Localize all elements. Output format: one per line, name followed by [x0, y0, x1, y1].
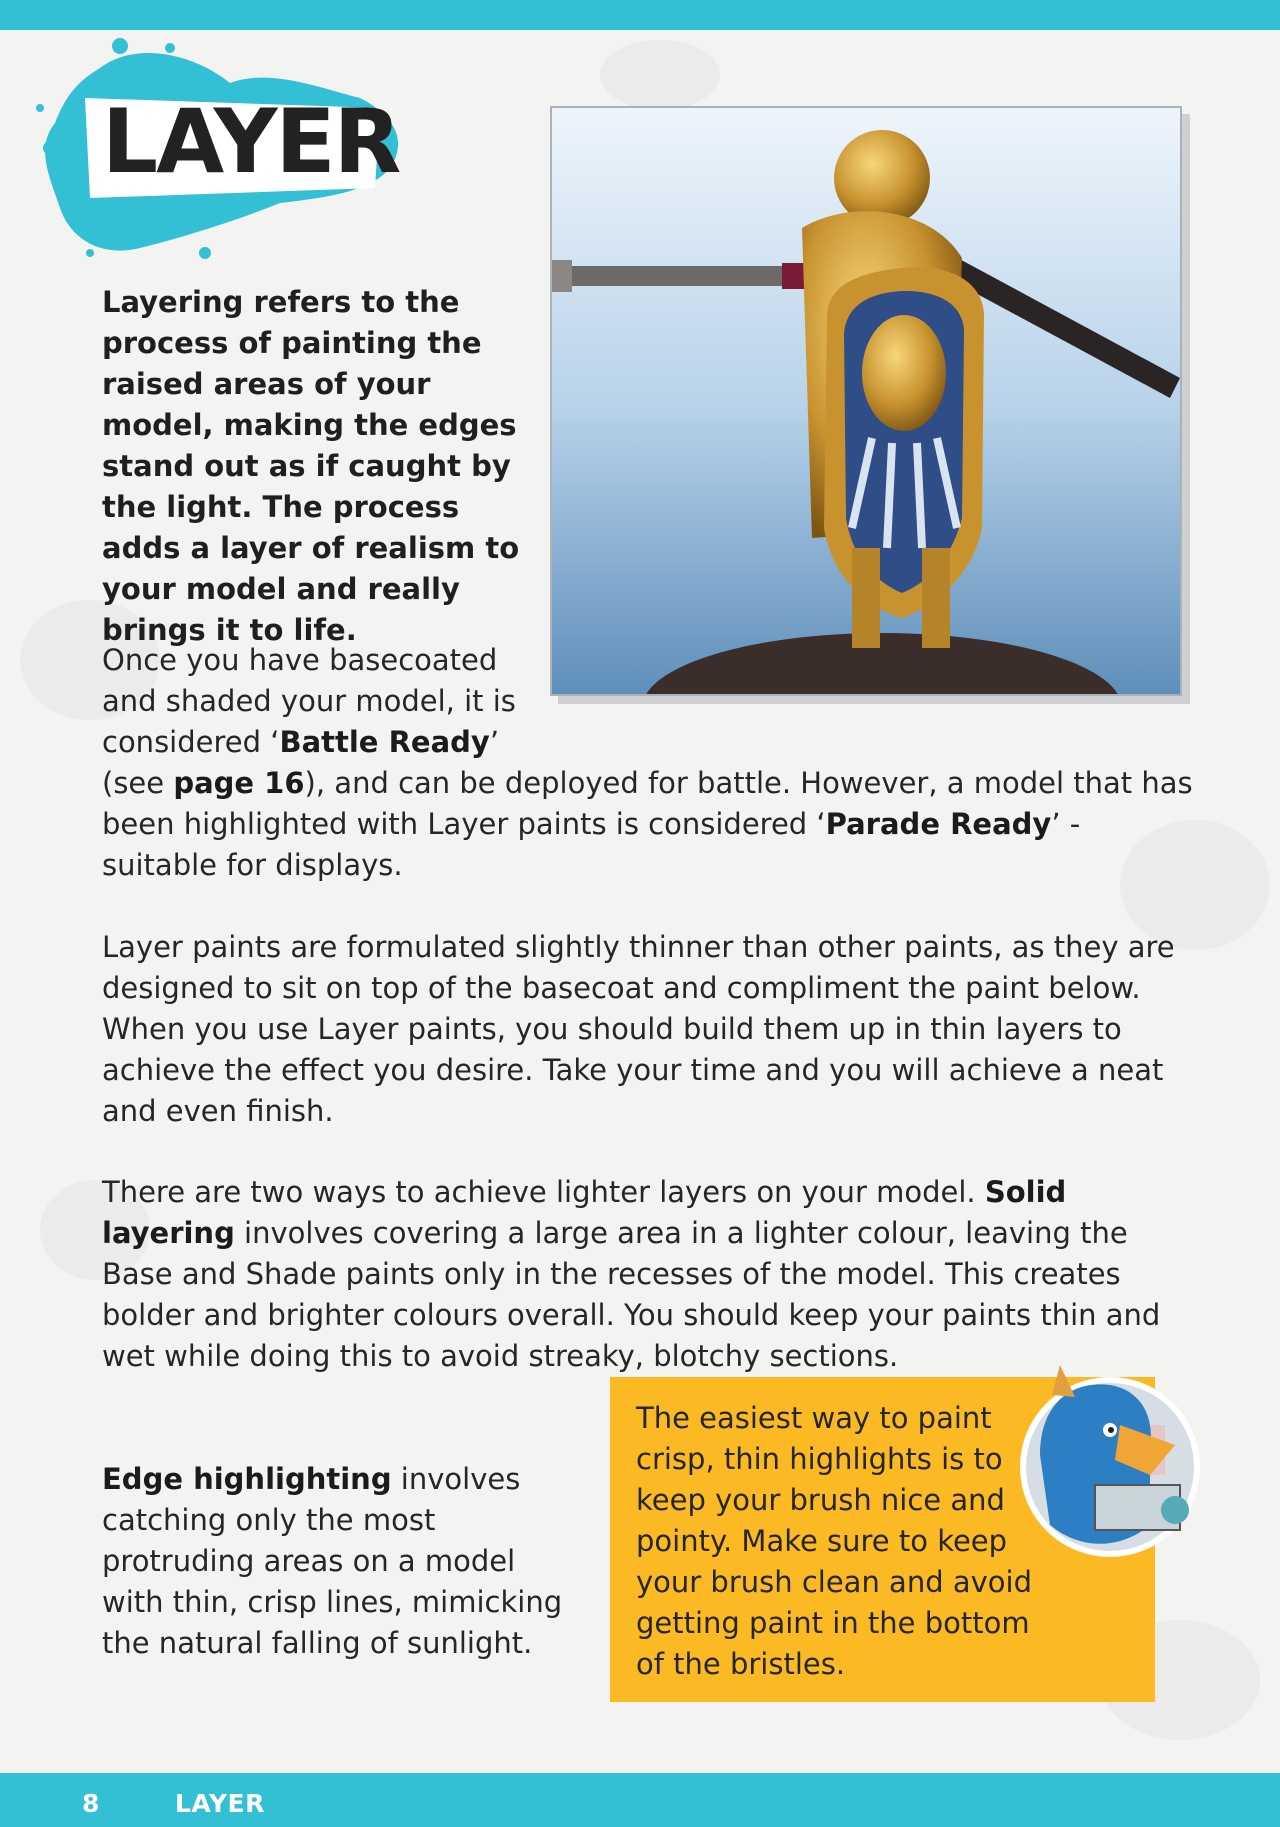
edge-highlighting-term: Edge highlighting [102, 1462, 392, 1496]
text-run: There are two ways to achieve lighter layers on your model. [102, 1175, 985, 1209]
top-accent-bar [0, 0, 1280, 30]
text-run: Once you have basecoated and shaded your model, it is considered ‘ [102, 643, 516, 759]
paragraph-edge-highlighting [102, 1459, 582, 1664]
mascot-avatar-icon [1000, 1335, 1210, 1565]
solid-layering-term: Solid layering [102, 1175, 1067, 1250]
tip-text: The easiest way to paint crisp, thin highlights is to keep your brush nice and pointy. Make sure to keep your brush clean and avoid getting paint in the bottom of the bristles. [636, 1401, 1032, 1681]
footer-section-label: LAYER [175, 1789, 265, 1818]
intro-paragraph: Layering refers to the process of painting the raised areas of your model, making the edges stand out as if caught by the light. The process adds a layer of realism to your model and really brings it to life. [102, 285, 520, 647]
paragraph-layer-paints: Layer paints are formulated slightly thinner than other paints, as they are designed to sit on top of the basecoat and compliment the paint below. When you use Layer paints, you should build them up in thin layers to achieve the effect you desire. Take your time and you will achieve a neat and even finish. [102, 930, 1175, 1128]
page-number: 8 [82, 1789, 100, 1818]
page-title: LAYER [102, 90, 400, 193]
paragraph-parade-ready [102, 763, 1202, 886]
paragraph-battle-ready [102, 640, 542, 763]
miniature-photo [550, 106, 1182, 696]
text-run: involves catching only the most protruding areas on a model with thin, crisp lines, mimicking the natural falling of sunlight. [102, 1462, 563, 1660]
parade-ready-term: Parade Ready [825, 807, 1052, 841]
text-run: ’ - suitable for displays. [102, 807, 1081, 882]
text-run: (see [102, 766, 174, 800]
text-run: ), and can be deployed for battle. However, a model that has been highlighted with Layer paints is considered ‘ [102, 766, 1193, 841]
bg-splotch [600, 40, 720, 110]
text-run: involves covering a large area in a lighter colour, leaving the Base and Shade paints only in the recesses of the model. This creates bolder and brighter colours overall. You should keep your paints thin and wet while doing this to avoid streaky, blotchy sections. [102, 1216, 1161, 1373]
page-reference: page 16 [173, 766, 305, 800]
battle-ready-term: Battle Ready [279, 725, 490, 759]
text-run: ’ [489, 725, 500, 759]
